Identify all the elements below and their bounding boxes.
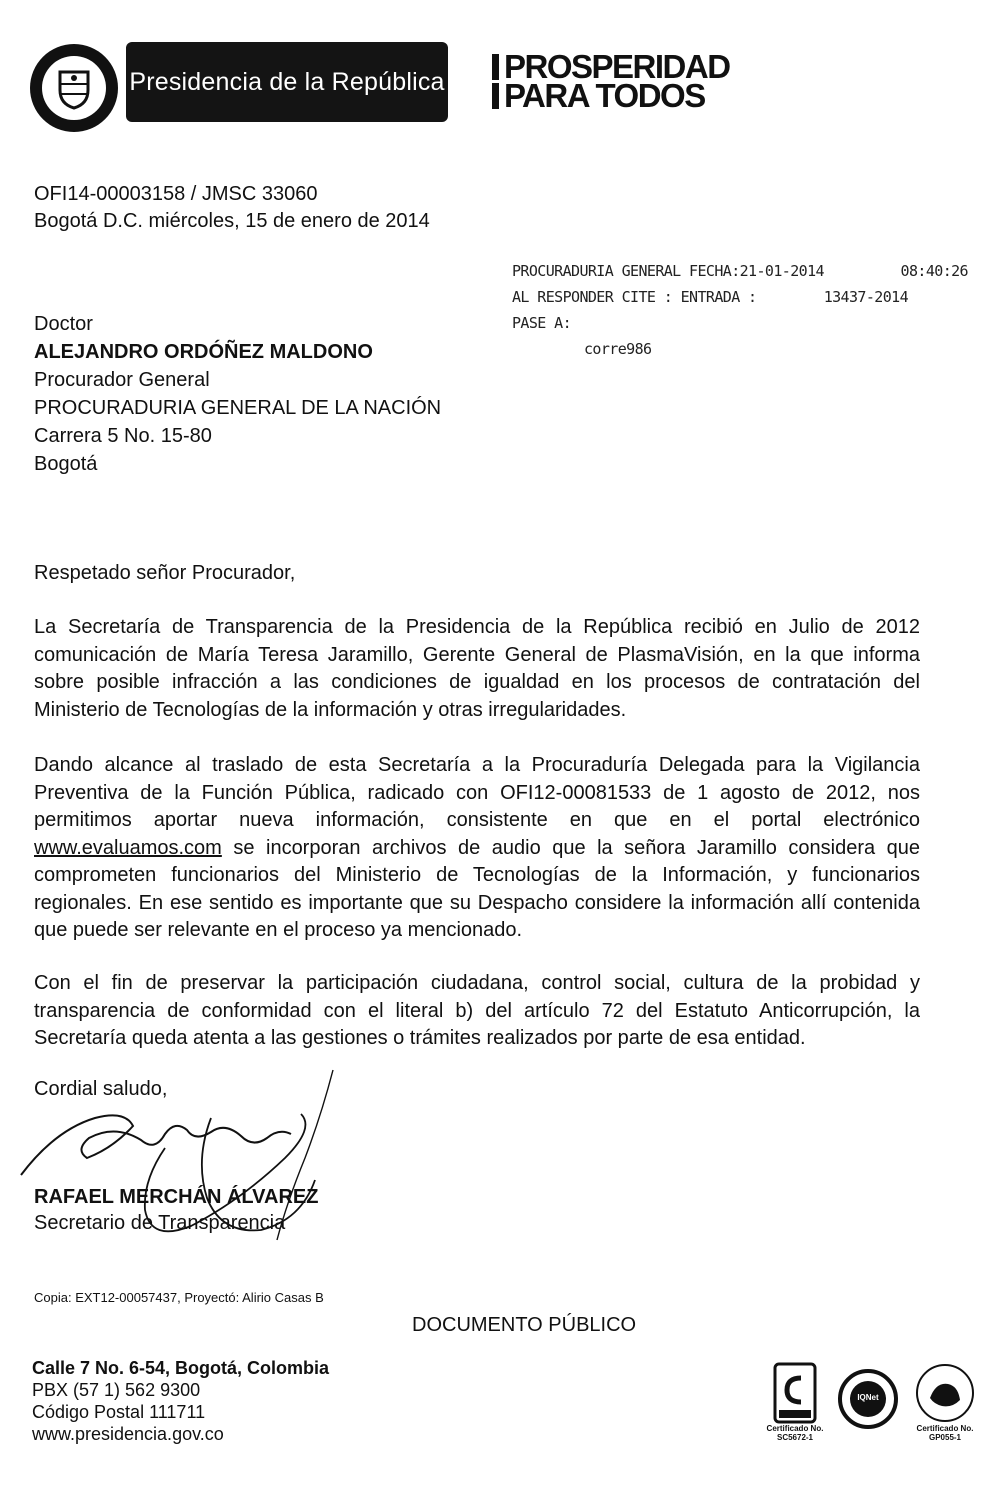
footer-postal: Código Postal 111711 [32, 1402, 206, 1422]
document-type: DOCUMENTO PÚBLICO [412, 1314, 637, 1336]
stamp-cite-label: AL RESPONDER CITE : ENTRADA : [512, 288, 757, 306]
body-paragraph-3: Con el fin de preservar la participación ciudadana, control social, cultura de la probidad y transparencia de conformidad con el literal b) del artículo 72 del Estatuto Anticorrupción, la Secretaría queda atenta a las gestiones o trámites realizados por parte de esa entidad. [34, 972, 920, 1049]
iqnet-cert [834, 1368, 902, 1430]
presidencia-banner [126, 42, 448, 122]
addressee-title: Doctor [34, 313, 93, 335]
gp-seal-icon [914, 1362, 976, 1424]
closing: Cordial saludo, [34, 1078, 168, 1100]
addressee-name: ALEJANDRO ORDÓÑEZ MALDONO [34, 341, 373, 363]
gp-cert [910, 1362, 980, 1442]
evaluamos-link[interactable]: www.evaluamos.com [34, 836, 222, 859]
colombia-seal-logo [30, 44, 118, 132]
icontec-icon [773, 1362, 817, 1424]
paragraph-2-text-a: Dando alcance al traslado de esta Secretaría a la Procuraduría Delegada para la Vigilancia Preventiva de la Función Pública, radicado con OFI12-00081533 de 1 agosto de 2012, nos permitimos aportar nueva información, consistente en que en el portal electrónico [34, 754, 920, 831]
footer-phone: PBX (57 1) 562 9300 [32, 1380, 201, 1400]
body-paragraph-1: La Secretaría de Transparencia de la Presidencia de la República recibió en Julio de 2012 comunicación de María Teresa Jaramillo, Gerente General de PlasmaVisión, en la que informa sobre posible infracción a las condiciones de igualdad en los procesos de contratación del Ministerio de Tecnologías de la información y otras irregularidades. [34, 616, 920, 721]
slogan-line-1: PROSPERIDAD [504, 48, 730, 85]
coat-of-arms-icon [42, 56, 106, 120]
addressee-block [34, 310, 441, 478]
addressee-role: Procurador General [34, 369, 210, 391]
reference-number: OFI14-00003158 / JMSC 33060 [34, 183, 318, 205]
addressee-organization: PROCURADURIA GENERAL DE LA NACIÓN [34, 397, 442, 419]
certification-logos [760, 1362, 980, 1462]
stamp-entity-date: PROCURADURIA GENERAL FECHA:21-01-2014 [512, 262, 824, 280]
signer-title: Secretario de Transparencia [34, 1212, 286, 1234]
footer-web[interactable]: www.presidencia.gov.co [32, 1424, 224, 1444]
stamp-routing-code: corre986 [584, 340, 652, 358]
slogan-logo [492, 48, 772, 114]
slogan-line-2: PARA TODOS [504, 77, 705, 114]
salutation: Respetado señor Procurador, [34, 562, 296, 584]
banner-text: Presidencia de la República [129, 67, 445, 96]
stamp-time: 08:40:26 [900, 262, 968, 280]
body-paragraph-2 [34, 752, 920, 945]
cert-3-label: Certificado No. GP055-1 [916, 1424, 974, 1442]
copy-line: Copia: EXT12-00057437, Proyectó: Alirio Casas B [34, 1290, 324, 1305]
receipt-stamp [512, 258, 968, 362]
icontec-cert [760, 1362, 830, 1442]
signer-name: RAFAEL MERCHÁN ÁLVAREZ [34, 1186, 319, 1208]
stamp-entry-number: 13437-2014 [823, 288, 908, 306]
addressee-address: Carrera 5 No. 15-80 [34, 425, 212, 447]
stamp-pase-a: PASE A: [512, 314, 572, 332]
letter-date: Bogotá D.C. miércoles, 15 de enero de 2014 [34, 210, 430, 232]
reference-block [34, 181, 430, 235]
addressee-city: Bogotá [34, 453, 98, 475]
paragraph-2-text-b: se incorporan archivos de audio que la señora Jaramillo considera que comprometen funcionarios del Ministerio de Tecnologías de la Información, y funcionarios regionales. En ese sentido es importante que su Despacho considere la información allí contenida que puede ser relevante en el proceso ya mencionado. [34, 836, 920, 941]
cert-1-label: Certificado No. SC5672-1 [766, 1424, 824, 1442]
footer-address: Calle 7 No. 6-54, Bogotá, Colombia [32, 1358, 330, 1378]
cert-2-label: IQNet [857, 1393, 879, 1402]
footer-contact [32, 1357, 329, 1445]
